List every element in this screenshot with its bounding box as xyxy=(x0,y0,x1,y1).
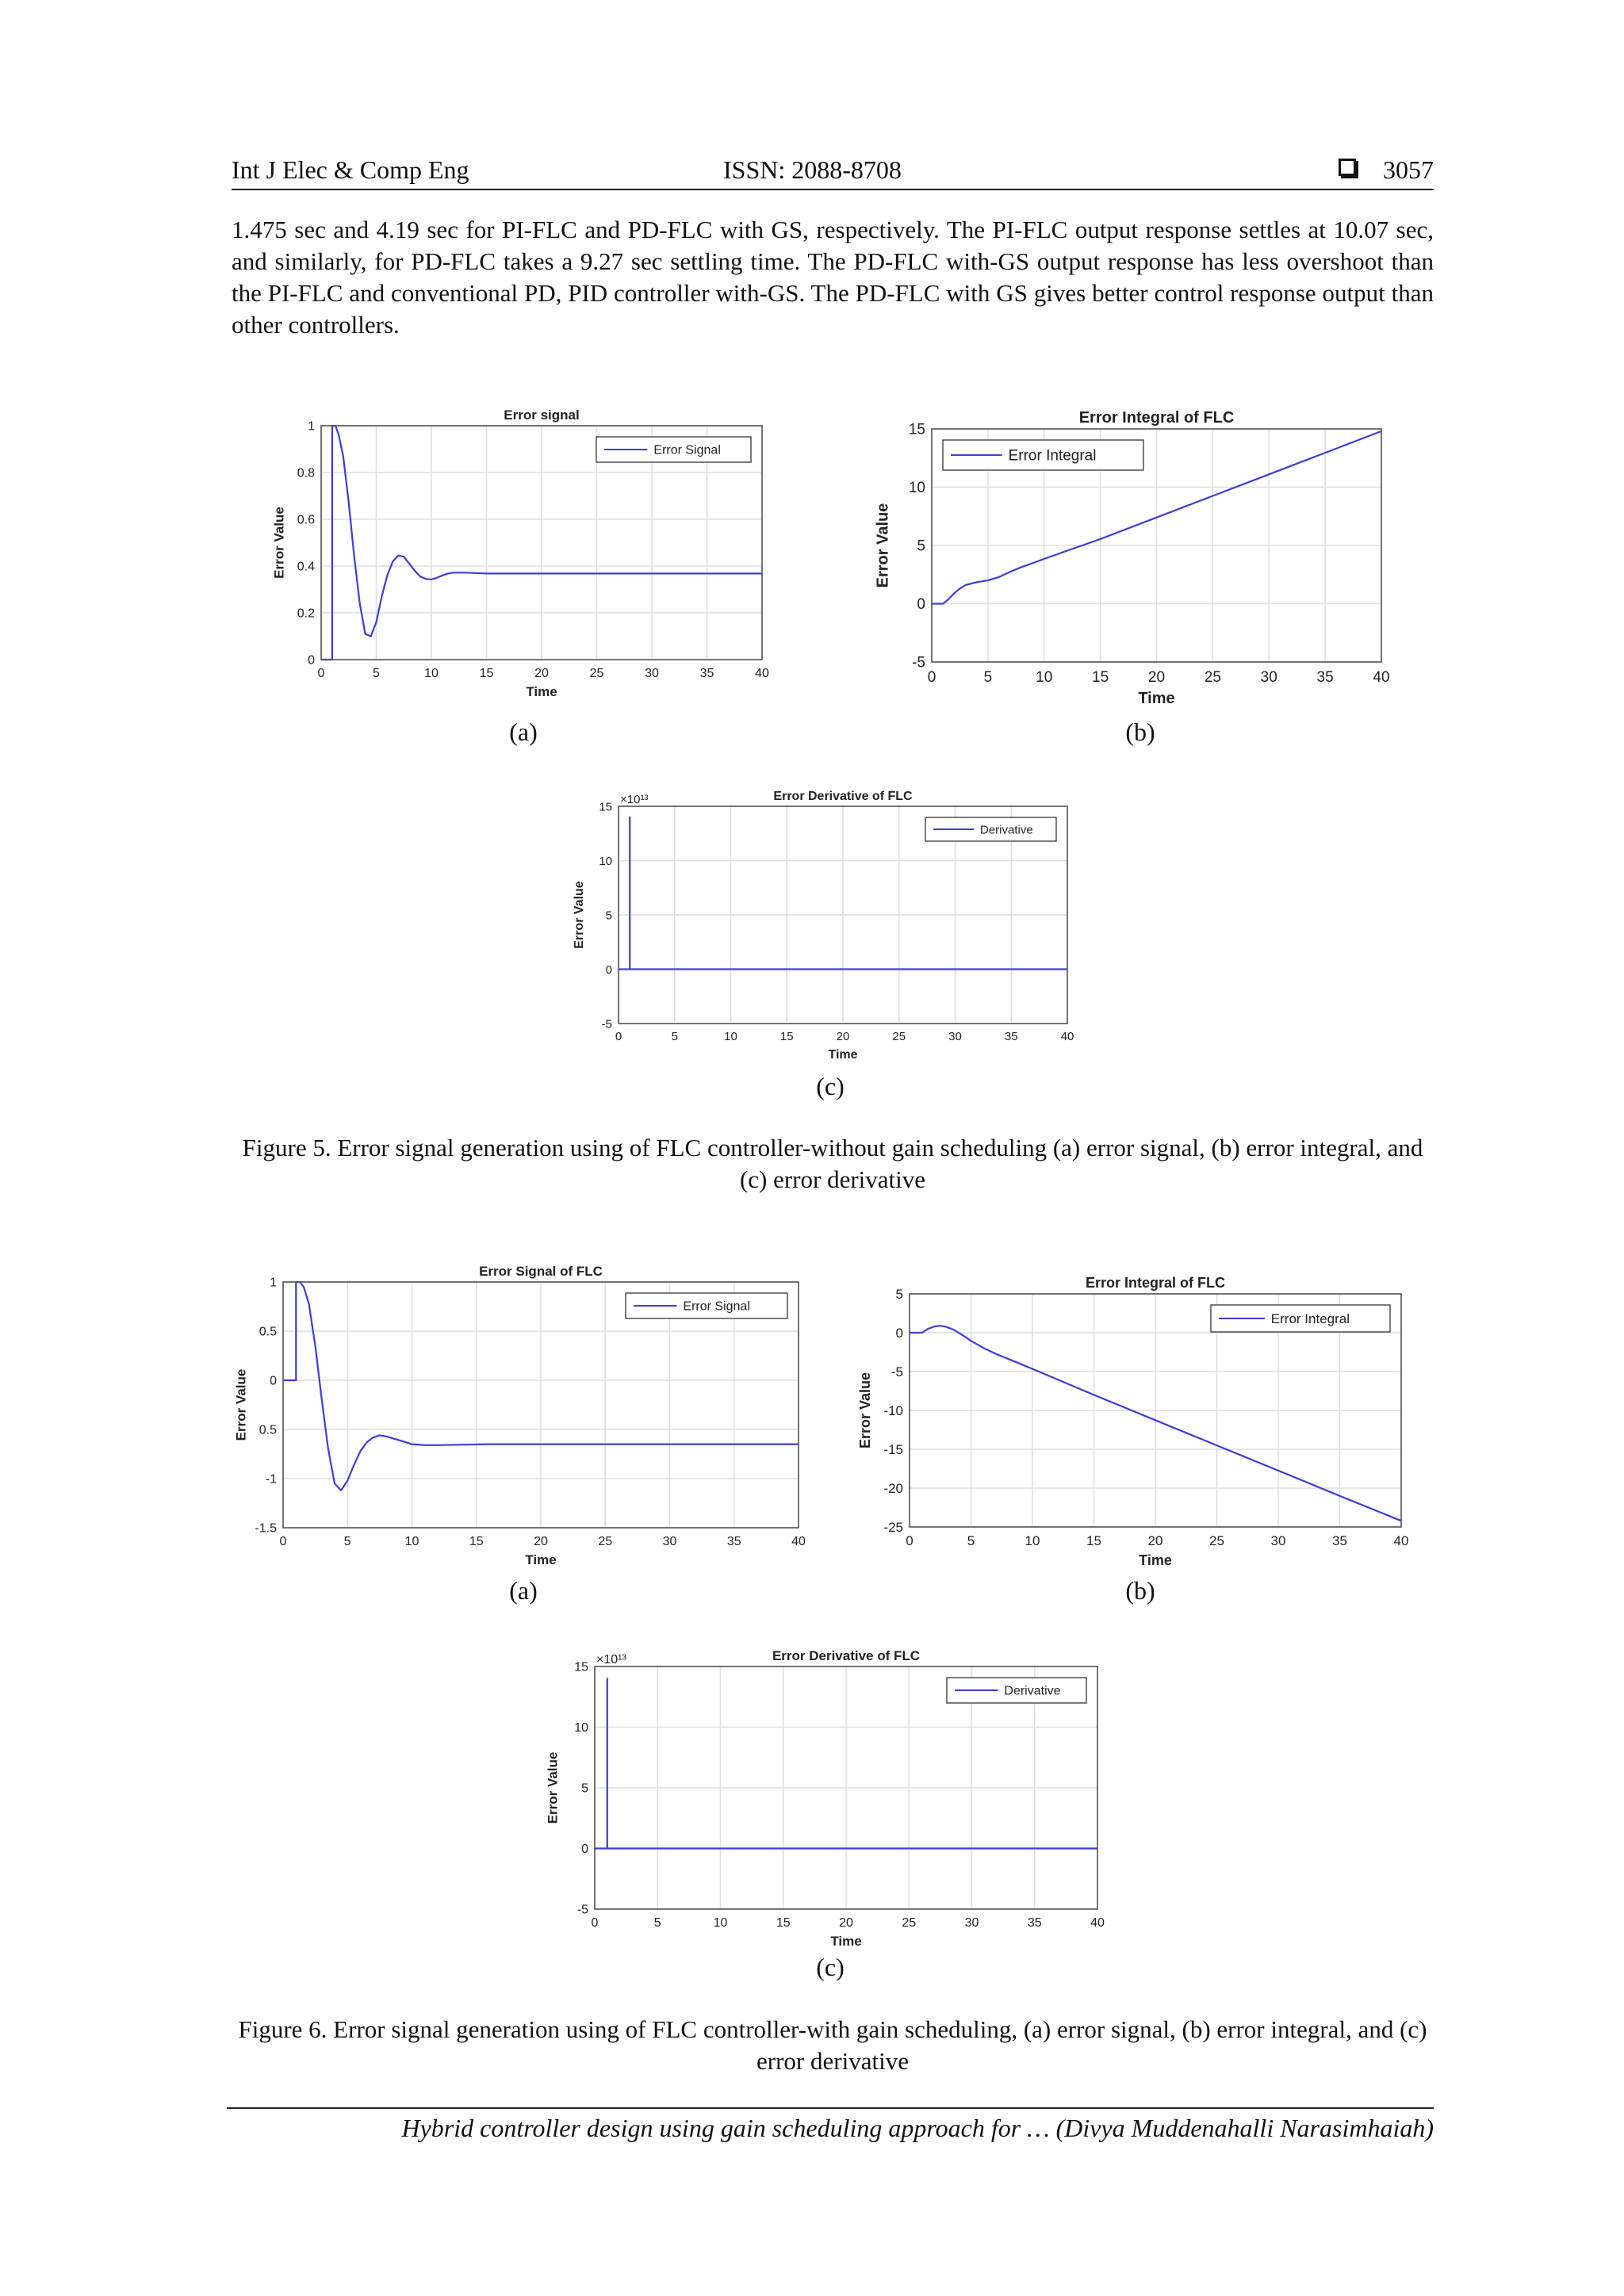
figure6-chart-b xyxy=(852,1257,1423,1574)
x-tick-label: 30 xyxy=(948,1030,962,1043)
y-tick-label: 5 xyxy=(605,909,612,923)
y-tick-label: 5 xyxy=(917,538,925,555)
x-tick-label: 40 xyxy=(1373,669,1390,686)
y-axis-label: Error Value xyxy=(545,1751,561,1824)
y-tick-label: 5 xyxy=(895,1286,903,1302)
figure5-plot-c xyxy=(563,781,1074,1066)
x-tick-label: 5 xyxy=(343,1535,351,1548)
x-axis-label: Time xyxy=(830,1934,862,1949)
x-tick-label: 20 xyxy=(839,1916,853,1930)
x-tick-label: 35 xyxy=(726,1535,741,1548)
x-axis-label: Time xyxy=(526,684,557,699)
legend-label: Error Integral xyxy=(1270,1311,1350,1326)
chart-title: Error Integral of FLC xyxy=(1085,1275,1226,1291)
x-tick-label: 15 xyxy=(1086,1533,1101,1548)
y-tick-label: 0 xyxy=(581,1843,588,1857)
x-axis-label: Time xyxy=(525,1552,557,1567)
page-number: 3057 xyxy=(1383,155,1434,184)
figure6-chart-a xyxy=(234,1257,817,1574)
x-tick-label: 25 xyxy=(892,1030,906,1043)
y-tick-label: 15 xyxy=(574,1660,588,1674)
chart-title: Error Derivative of FLC xyxy=(773,790,913,803)
figure5-sublabel-c: (c) xyxy=(816,1072,845,1100)
x-tick-label: 10 xyxy=(424,667,439,680)
y-axis-label: Error Value xyxy=(573,881,586,949)
y-tick-label: 0.6 xyxy=(297,513,315,527)
y-tick-label: 0.8 xyxy=(297,466,315,480)
y-tick-label: -10 xyxy=(883,1402,903,1418)
x-tick-label: 10 xyxy=(713,1916,728,1930)
body-paragraph: 1.475 sec and 4.19 sec for PI-FLC and PD-FLC with GS, respectively. The PI-FLC output response settles at 10.07 sec, and similarly, for PD-FLC takes a 9.27 sec settling time. The PD-FLC with-GS output response has less overshoot than the PI-FLC and conventional PD, PID controller with-GS. The PD-FLC with GS gives better control response output than other controllers. xyxy=(232,216,1434,339)
figure5-caption: Figure 5. Error signal generation using of FLC controller-without gain scheduling (a) error signal, (b) error integral, and (c) error derivative xyxy=(242,1134,1423,1193)
legend-label: Derivative xyxy=(980,823,1033,837)
x-tick-label: 30 xyxy=(1270,1533,1286,1548)
legend-label: Derivative xyxy=(1004,1684,1061,1698)
figure6-chart-c xyxy=(545,1633,1105,1950)
x-tick-label: 0 xyxy=(591,1916,599,1930)
x-tick-label: 35 xyxy=(1027,1916,1042,1930)
page-header xyxy=(232,154,1434,190)
y-tick-label: 1 xyxy=(270,1276,277,1290)
x-tick-label: 20 xyxy=(836,1030,850,1043)
x-axis-label: Time xyxy=(828,1048,858,1062)
issn-number: ISSN: 2088-8708 xyxy=(723,155,902,184)
figure6-caption: Figure 6. Error signal generation using of FLC controller-with gain scheduling, (a) error signal, (b) error integral, and (c) error derivative xyxy=(238,2015,1427,2075)
y-tick-label: 0 xyxy=(270,1374,277,1388)
x-tick-label: 25 xyxy=(1209,1533,1224,1548)
legend-label: Error Signal xyxy=(683,1299,750,1314)
y-tick-label: 0 xyxy=(605,962,612,977)
figure6-sublabel-a: (a) xyxy=(509,1576,538,1605)
exponent-label: ×10¹³ xyxy=(620,793,649,806)
y-tick-label: 15 xyxy=(908,421,925,438)
y-axis-label: Error Value xyxy=(233,1368,249,1441)
exponent-label: ×10¹³ xyxy=(596,1653,626,1667)
figure6-sublabel-c: (c) xyxy=(816,1953,845,1981)
x-tick-label: 30 xyxy=(1260,669,1277,686)
x-tick-label: 40 xyxy=(1090,1916,1105,1930)
x-tick-label: 35 xyxy=(699,667,714,680)
x-axis-label: Time xyxy=(1139,1552,1172,1568)
y-tick-label: -15 xyxy=(883,1441,903,1457)
square-icon xyxy=(1339,159,1356,176)
y-tick-label: 0.5 xyxy=(259,1325,277,1339)
x-tick-label: 15 xyxy=(1092,669,1109,686)
y-tick-label: 1 xyxy=(308,419,315,434)
chart-title: Error signal xyxy=(504,408,580,423)
figure5-plot-a xyxy=(262,400,785,718)
figure5-sublabel-b: (b) xyxy=(1125,718,1155,746)
x-tick-label: 5 xyxy=(373,667,380,680)
y-tick-label: 0 xyxy=(917,596,925,614)
x-tick-label: 35 xyxy=(1004,1030,1018,1043)
chart-title: Error Integral of FLC xyxy=(1078,409,1235,427)
y-tick-label: 0.5 xyxy=(259,1423,277,1437)
x-tick-label: 35 xyxy=(1332,1533,1347,1548)
x-tick-label: 5 xyxy=(967,1533,975,1548)
y-tick-label: 0 xyxy=(895,1325,903,1341)
x-tick-label: 40 xyxy=(755,667,769,680)
x-tick-label: 10 xyxy=(1025,1533,1040,1548)
x-tick-label: 30 xyxy=(662,1535,677,1548)
figure5-chart-c xyxy=(563,781,1074,1066)
x-tick-label: 40 xyxy=(1393,1533,1409,1548)
figure5-sublabel-a: (a) xyxy=(509,718,538,746)
figure6-plot-a xyxy=(234,1257,817,1574)
y-tick-label: -5 xyxy=(601,1017,612,1031)
x-tick-label: 5 xyxy=(671,1030,678,1043)
x-tick-label: 30 xyxy=(645,667,659,680)
x-tick-label: 30 xyxy=(964,1916,979,1930)
x-tick-label: 0 xyxy=(927,669,936,686)
x-tick-label: 0 xyxy=(615,1030,622,1043)
chart-title: Error Signal of FLC xyxy=(479,1264,603,1279)
y-tick-label: 10 xyxy=(908,480,925,497)
x-tick-label: 25 xyxy=(589,667,604,680)
y-tick-label: -1.5 xyxy=(255,1521,277,1536)
x-tick-label: 20 xyxy=(534,667,549,680)
x-tick-label: 15 xyxy=(779,1030,794,1043)
x-tick-label: 40 xyxy=(1060,1030,1074,1043)
x-tick-label: 25 xyxy=(598,1535,613,1548)
legend-label: Error Signal xyxy=(653,443,721,457)
y-tick-label: 10 xyxy=(599,854,612,868)
x-tick-label: 10 xyxy=(1036,669,1053,686)
figure5-chart-b xyxy=(876,400,1408,718)
figure6-plot-b xyxy=(852,1257,1423,1574)
x-tick-label: 20 xyxy=(1147,1533,1163,1548)
y-tick-label: 15 xyxy=(599,800,612,814)
y-axis-label: Error Value xyxy=(874,503,892,588)
y-tick-label: 0.4 xyxy=(297,560,315,574)
x-tick-label: 40 xyxy=(791,1535,806,1548)
x-tick-label: 25 xyxy=(1204,669,1221,686)
y-tick-label: -1 xyxy=(265,1472,277,1487)
chart-title: Error Derivative of FLC xyxy=(772,1648,921,1663)
y-tick-label: 5 xyxy=(581,1781,588,1796)
journal-name: Int J Elec & Comp Eng xyxy=(232,155,469,184)
x-tick-label: 20 xyxy=(1147,669,1166,686)
y-tick-label: 0.2 xyxy=(297,607,315,621)
y-tick-label: -5 xyxy=(576,1903,588,1917)
x-tick-label: 15 xyxy=(776,1916,791,1930)
legend-label: Error Integral xyxy=(1008,447,1097,465)
x-tick-label: 25 xyxy=(902,1916,917,1930)
x-tick-label: 5 xyxy=(653,1916,661,1930)
y-tick-label: -5 xyxy=(912,654,925,672)
x-tick-label: 15 xyxy=(479,667,494,680)
figure6-plot-c xyxy=(545,1633,1105,1950)
x-axis-label: Time xyxy=(1138,690,1175,707)
y-tick-label: 0 xyxy=(308,653,315,668)
x-tick-label: 35 xyxy=(1316,669,1334,686)
page-footer: Hybrid controller design using gain scheduling approach for … (Divya Muddenahalli Narasimhaiah) xyxy=(227,2107,1434,2143)
x-tick-label: 20 xyxy=(534,1535,548,1548)
x-tick-label: 10 xyxy=(724,1030,737,1043)
y-axis-label: Error Value xyxy=(271,507,287,579)
y-tick-label: -5 xyxy=(891,1364,903,1380)
y-tick-label: -20 xyxy=(883,1480,903,1496)
x-tick-label: 0 xyxy=(317,667,325,680)
figure6-sublabel-b: (b) xyxy=(1125,1576,1155,1605)
y-tick-label: 10 xyxy=(574,1721,588,1735)
x-tick-label: 0 xyxy=(906,1533,914,1548)
x-tick-label: 5 xyxy=(983,669,993,686)
figure5-plot-b xyxy=(876,400,1408,718)
x-tick-label: 0 xyxy=(279,1535,287,1548)
y-axis-label: Error Value xyxy=(856,1372,873,1449)
x-tick-label: 10 xyxy=(404,1535,419,1548)
figure5-chart-a xyxy=(262,400,785,718)
x-tick-label: 15 xyxy=(469,1535,484,1548)
y-tick-label: -25 xyxy=(883,1519,903,1535)
